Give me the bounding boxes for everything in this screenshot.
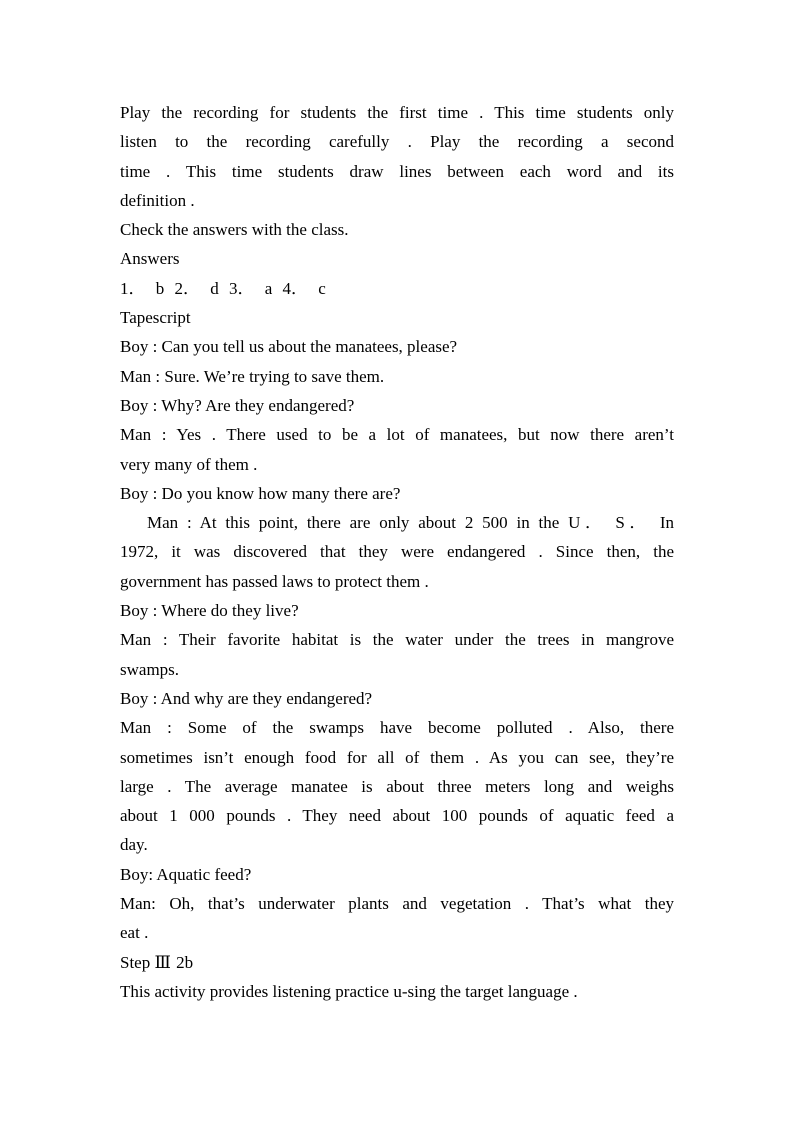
instruction-line: definition .	[120, 190, 195, 210]
tapescript-heading: Tapescript	[120, 308, 191, 328]
answers-list: 1． b 2． d 3． a 4． c	[120, 278, 326, 298]
dialogue-line: about 1 000 pounds . They need about 100 pounds of aquatic feed a	[120, 806, 674, 826]
dialogue-line: eat .	[120, 923, 149, 943]
dialogue-line: swamps.	[120, 659, 180, 679]
instruction-line: listen to the recording carefully . Play the recording a second	[120, 132, 674, 152]
dialogue-line: day.	[120, 835, 148, 855]
step-label: Step	[120, 952, 151, 972]
instruction-line: time . This time students draw lines between each word and its	[120, 161, 674, 181]
dialogue-line: Boy : And why are they endangered?	[120, 688, 373, 708]
step-description: This activity provides listening practice u-sing the target language .	[120, 981, 578, 1001]
step-code: 2b	[176, 952, 194, 972]
dialogue-line: Man : Yes . There used to be a lot of manatees, but now there aren’t	[120, 425, 674, 445]
instruction-line: Play the recording for students the first time . This time students only	[120, 103, 674, 122]
dialogue-line: Man : At this point, there are only about 2 500 in the U． S． In	[147, 513, 674, 533]
dialogue-line: sometimes isn’t enough food for all of them . As you can see, they’re	[120, 747, 674, 767]
dialogue-line: Man : Some of the swamps have become polluted . Also, there	[120, 718, 674, 738]
step-roman-numeral: Ⅲ	[154, 952, 172, 972]
document-page	[120, 98, 674, 1006]
dialogue-line: Boy : Why? Are they endangered?	[120, 395, 355, 415]
dialogue-line: very many of them .	[120, 454, 258, 474]
dialogue-line: Man : Their favorite habitat is the water under the trees in mangrove	[120, 630, 674, 650]
dialogue-line: 1972, it was discovered that they were endangered . Since then, the	[120, 542, 674, 562]
answers-heading: Answers	[120, 249, 180, 269]
dialogue-line: Man : Sure. We’re trying to save them.	[120, 366, 385, 386]
dialogue-line: government has passed laws to protect them .	[120, 571, 429, 591]
dialogue-line: Boy: Aquatic feed?	[120, 864, 252, 884]
instruction-line: Check the answers with the class.	[120, 220, 349, 240]
step-heading	[120, 948, 674, 977]
dialogue-line: large . The average manatee is about three meters long and weighs	[120, 776, 674, 796]
dialogue-line: Boy : Do you know how many there are?	[120, 483, 401, 503]
dialogue-line: Boy : Where do they live?	[120, 601, 299, 621]
dialogue-line: Boy : Can you tell us about the manatees, please?	[120, 337, 458, 357]
dialogue-line: Man: Oh, that’s underwater plants and vegetation . That’s what they	[120, 894, 674, 914]
